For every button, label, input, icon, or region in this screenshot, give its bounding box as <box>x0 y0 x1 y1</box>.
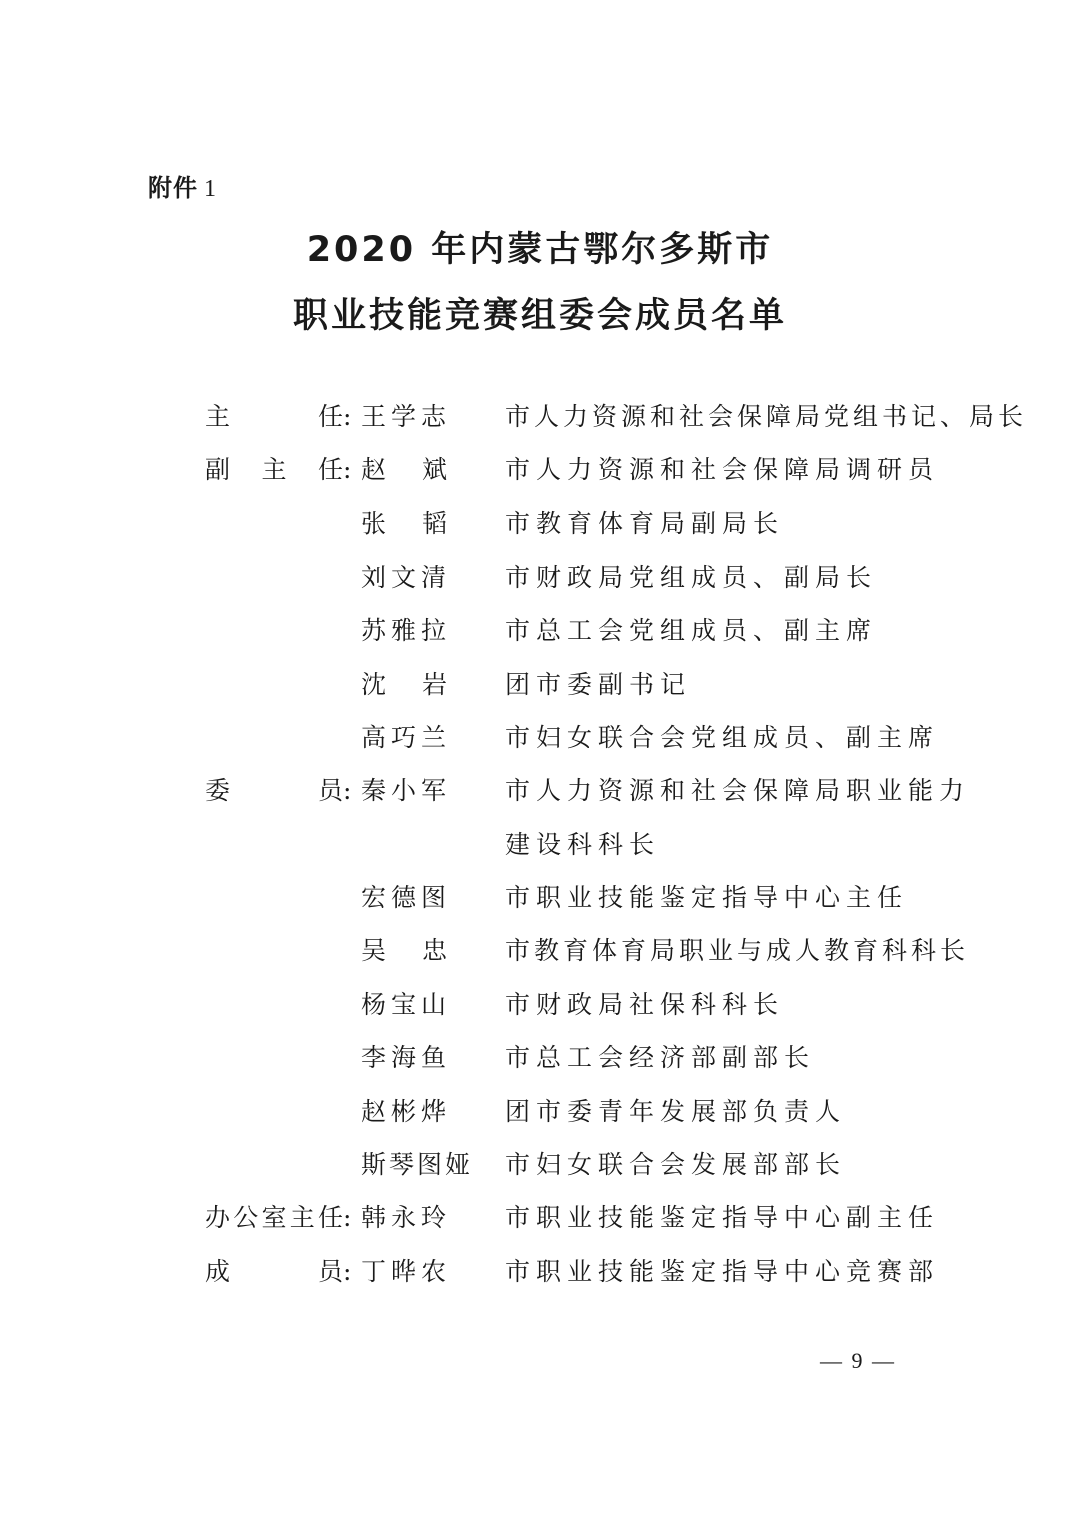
member-name: 张韬 <box>361 509 484 538</box>
member-role-char: 委 <box>205 776 231 805</box>
member-name: 刘文清 <box>361 563 452 592</box>
member-position: 市职业技能鉴定指导中心副主任 <box>505 1203 940 1232</box>
member-name: 丁晔农 <box>361 1257 452 1286</box>
member-role <box>205 450 343 490</box>
member-position: 市教育体育局副局长 <box>505 509 785 538</box>
member-name: 王学志 <box>361 402 452 431</box>
member-name: 苏雅拉 <box>361 616 452 645</box>
member-position: 市人力资源和社会保障局调研员 <box>505 455 940 484</box>
member-role-char: 室 <box>261 1203 287 1232</box>
member-position: 建设科科长 <box>505 830 661 859</box>
member-position: 市教育体育局职业与成人教育科科长 <box>505 936 970 965</box>
attachment-text: 附件 <box>148 174 198 202</box>
document-title-line-2: 职业技能竞赛组委会成员名单 <box>292 296 787 336</box>
member-name: 沈岩 <box>361 670 484 699</box>
member-role-colon: : <box>343 1257 352 1286</box>
member-position: 市妇女联合会党组成员、副主席 <box>505 723 940 752</box>
attachment-number: 1 <box>204 176 217 202</box>
member-position: 团市委副书记 <box>505 670 692 699</box>
member-name: 吴忠 <box>361 936 484 965</box>
page-number: — 9 — <box>820 1348 896 1373</box>
member-role-char: 员 <box>317 1257 343 1286</box>
member-role-colon: : <box>343 1203 352 1232</box>
member-role-char: 任 <box>317 1203 343 1232</box>
attachment-label <box>148 168 217 203</box>
member-name: 秦小军 <box>361 776 452 805</box>
member-position: 市总工会经济部副部长 <box>505 1043 816 1072</box>
member-position: 市人力资源和社会保障局党组书记、局长 <box>505 402 1028 431</box>
member-role-colon: : <box>343 402 352 431</box>
member-role-char: 办 <box>205 1203 231 1232</box>
member-name: 宏德图 <box>361 883 452 912</box>
member-role-char: 任 <box>317 455 343 484</box>
member-role-colon: : <box>343 455 352 484</box>
member-position: 团市委青年发展部负责人 <box>505 1097 847 1126</box>
member-role-char: 主 <box>205 402 231 431</box>
member-name: 赵彬烨 <box>361 1097 452 1126</box>
member-role <box>205 1252 343 1292</box>
member-name: 李海鱼 <box>361 1043 452 1072</box>
member-name: 韩永玲 <box>361 1203 452 1232</box>
member-role-char: 主 <box>289 1203 315 1232</box>
member-role-colon: : <box>343 776 352 805</box>
member-name: 赵斌 <box>361 455 484 484</box>
member-role-char: 副 <box>205 455 231 484</box>
member-position: 市人力资源和社会保障局职业能力 <box>505 776 971 805</box>
member-position: 市财政局党组成员、副局长 <box>505 563 878 592</box>
member-name: 杨宝山 <box>361 990 452 1019</box>
member-position: 市妇女联合会发展部部长 <box>505 1150 847 1179</box>
member-role-char: 公 <box>233 1203 259 1232</box>
document-title-line-1: 2020 年内蒙古鄂尔多斯市 <box>306 230 774 270</box>
member-role-char: 员 <box>317 776 343 805</box>
member-position: 市职业技能鉴定指导中心竞赛部 <box>505 1257 940 1286</box>
member-position: 市总工会党组成员、副主席 <box>505 616 878 645</box>
member-position: 市职业技能鉴定指导中心主任 <box>505 883 909 912</box>
member-name: 斯琴图娅 <box>361 1150 474 1179</box>
member-role-char: 成 <box>205 1257 231 1286</box>
member-role <box>205 1198 343 1238</box>
member-name: 高巧兰 <box>361 723 452 752</box>
member-role <box>205 397 343 437</box>
member-role <box>205 771 343 811</box>
member-role-char: 主 <box>261 455 287 484</box>
member-position: 市财政局社保科科长 <box>505 990 785 1019</box>
member-role-char: 任 <box>317 402 343 431</box>
